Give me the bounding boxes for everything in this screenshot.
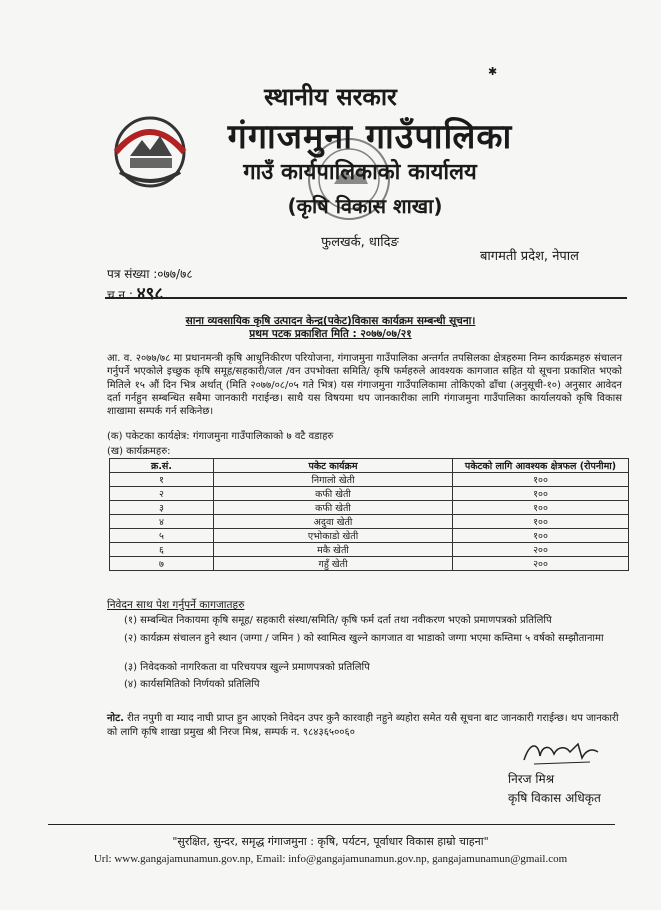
documents-title: निवेदन साथ पेश गर्नुपर्ने कागजातहरु bbox=[107, 599, 245, 611]
note-label: नोट. bbox=[107, 713, 124, 724]
dispatch-number bbox=[107, 281, 163, 304]
col-header-area: पकेटको लागि आवश्यक क्षेत्रफल (रोपनीमा) bbox=[453, 459, 629, 473]
cell-serial: ६ bbox=[110, 543, 214, 557]
cell-program: अदुवा खेती bbox=[214, 515, 453, 529]
footer-divider bbox=[48, 824, 615, 825]
office-name: गाउँ कार्यपालिकाको कार्यालय bbox=[243, 160, 477, 185]
col-header-program: पकेट कार्यक्रम bbox=[214, 459, 453, 473]
document-item-4: (४) कार्यसमितिको निर्णयको प्रतिलिपि bbox=[124, 679, 260, 690]
cell-area: २०० bbox=[453, 543, 629, 557]
municipality-logo bbox=[100, 112, 200, 192]
signatory-name: निरज मिश्र bbox=[508, 772, 555, 786]
cell-program: कफी खेती bbox=[214, 501, 453, 515]
table-row bbox=[110, 501, 629, 515]
province-label: बागमती प्रदेश, नेपाल bbox=[480, 249, 579, 264]
note-text: रीत नपुगी वा म्याद नाघी प्राप्त हुन आएको निवेदन उपर कुनै कारवाही नहुने ब्यहोरा समेत यसै सूचना बाट जानकारी गराईन्छ। थप जानकारी को लागि कृषि शाखा प्रमुख श्री निरज मिश्र, सम्पर्क न. ९८४३६५००६० bbox=[107, 713, 619, 738]
office-location: फुलखर्क, धादिङ bbox=[321, 235, 399, 250]
footer-contact: Url: www.gangajamunamun.gov.np, Email: info@gangajamunamun.gov.np, gangajamunamun@gmail.com bbox=[93, 853, 568, 865]
handwritten-signature bbox=[520, 738, 600, 768]
cell-area: १०० bbox=[453, 473, 629, 487]
table-row bbox=[110, 487, 629, 501]
cell-program: कफी खेती bbox=[214, 487, 453, 501]
cell-program: मकै खेती bbox=[214, 543, 453, 557]
star-mark: ✱ bbox=[488, 65, 498, 78]
pocket-area-line: (क) पकेटका कार्यक्षेत्र: गंगाजमुना गाउँपालिकाको ७ वटै वडाहरु bbox=[107, 431, 334, 442]
table-row bbox=[110, 515, 629, 529]
cell-serial: २ bbox=[110, 487, 214, 501]
note-paragraph bbox=[107, 712, 627, 740]
signatory-title: कृषि विकास अधिकृत bbox=[508, 791, 601, 805]
cell-area: १०० bbox=[453, 515, 629, 529]
programs-line: (ख) कार्यक्रमहरु: bbox=[107, 446, 171, 457]
section-name: (कृषि विकास शाखा) bbox=[287, 194, 443, 218]
cell-program: एभोकाडो खेती bbox=[214, 529, 453, 543]
notice-paragraph: आ. व. २०७७/७८ मा प्रधानमन्त्री कृषि आधुनिकीरण परियोजना, गंगाजमुना गाउँपालिका अन्तर्गत तपसिलका क्षेत्रहरुमा निम्न कार्यक्रमहरु संचालन गर्नुपर्ने भएकोले इच्छुक कृषि समूह/सहकारी/जल /वन उपभोक्ता समिति/ कृषि फर्महरुले आवश्यक कागजात सहित यो सूचना प्रकाशित भएको मितिले १५ औं दिन भित्र अर्थात् (मिति २०७७/०८/०५ गते भित्र) यस गंगाजमुना गाउँपालिकामा तोकिएको ढाँचा (अनुसूची-१०) अनुसार आवेदन दर्ता गर्नहुन सम्बन्धित सबैमा जानकारी गराईन्छ। साथै यस विषयमा थप जानकारीका लागि गंगाजमुना गाउँपालिका कार्यालयको कृषि विकास शाखामा सम्पर्क गर्न सकिनेछ। bbox=[107, 353, 622, 418]
cell-area: १०० bbox=[453, 487, 629, 501]
cell-program: गहुँ खेती bbox=[214, 557, 453, 571]
cell-area: २०० bbox=[453, 557, 629, 571]
table-row bbox=[110, 473, 629, 487]
program-table bbox=[109, 458, 629, 571]
municipality-name: गंगाजमुना गाउँपालिका bbox=[227, 117, 513, 157]
cell-area: १०० bbox=[453, 501, 629, 515]
cell-serial: ३ bbox=[110, 501, 214, 515]
cell-serial: १ bbox=[110, 473, 214, 487]
table-row bbox=[110, 543, 629, 557]
document-item-3: (३) निवेदकको नागरिकता वा परिचयपत्र खुल्ने प्रमाणपत्रको प्रतिलिपि bbox=[124, 662, 370, 673]
table-row bbox=[110, 557, 629, 571]
dispatch-number-value: ४९८ bbox=[136, 284, 164, 304]
cell-program: निगालो खेती bbox=[214, 473, 453, 487]
col-header-serial: क्र.सं. bbox=[110, 459, 214, 473]
document-item-1: (१) सम्बन्धित निकायमा कृषि समूह/ सहकारी संस्था/समिति/ कृषि फर्म दर्ता तथा नवीकरण भएको प्रमाणपत्रको प्रतिलिपि bbox=[124, 615, 552, 626]
table-row bbox=[110, 529, 629, 543]
document-item-2: (२) कार्यक्रम संचालन हुने स्थान (जग्गा / जमिन ) को स्वामित्व खुल्ने कागजात वा भाडाको जग्गा भएमा कम्तिमा ५ वर्षको सम्झौतानामा bbox=[124, 633, 604, 644]
publish-date: प्रथम पटक प्रकाशित मिति : २०७७/०७/२१ bbox=[249, 328, 412, 340]
cell-serial: ५ bbox=[110, 529, 214, 543]
cell-area: १०० bbox=[453, 529, 629, 543]
header-divider bbox=[105, 297, 627, 299]
notice-title: साना व्यवसायिक कृषि उत्पादन केन्द्र(पकेट)विकास कार्यक्रम सम्बन्धी सूचना। bbox=[185, 315, 476, 327]
local-government-label: स्थानीय सरकार bbox=[264, 83, 397, 111]
cell-serial: ४ bbox=[110, 515, 214, 529]
cell-serial: ७ bbox=[110, 557, 214, 571]
table-header-row bbox=[110, 459, 629, 473]
letter-number: पत्र संख्या :०७७/७८ bbox=[107, 267, 193, 281]
dispatch-number-label: च.न.: bbox=[107, 288, 133, 302]
footer-slogan: "सुरक्षित, सुन्दर, समृद्ध गंगाजमुना : कृषि, पर्यटन, पूर्वाधार विकास हाम्रो चाहना" bbox=[172, 835, 489, 848]
